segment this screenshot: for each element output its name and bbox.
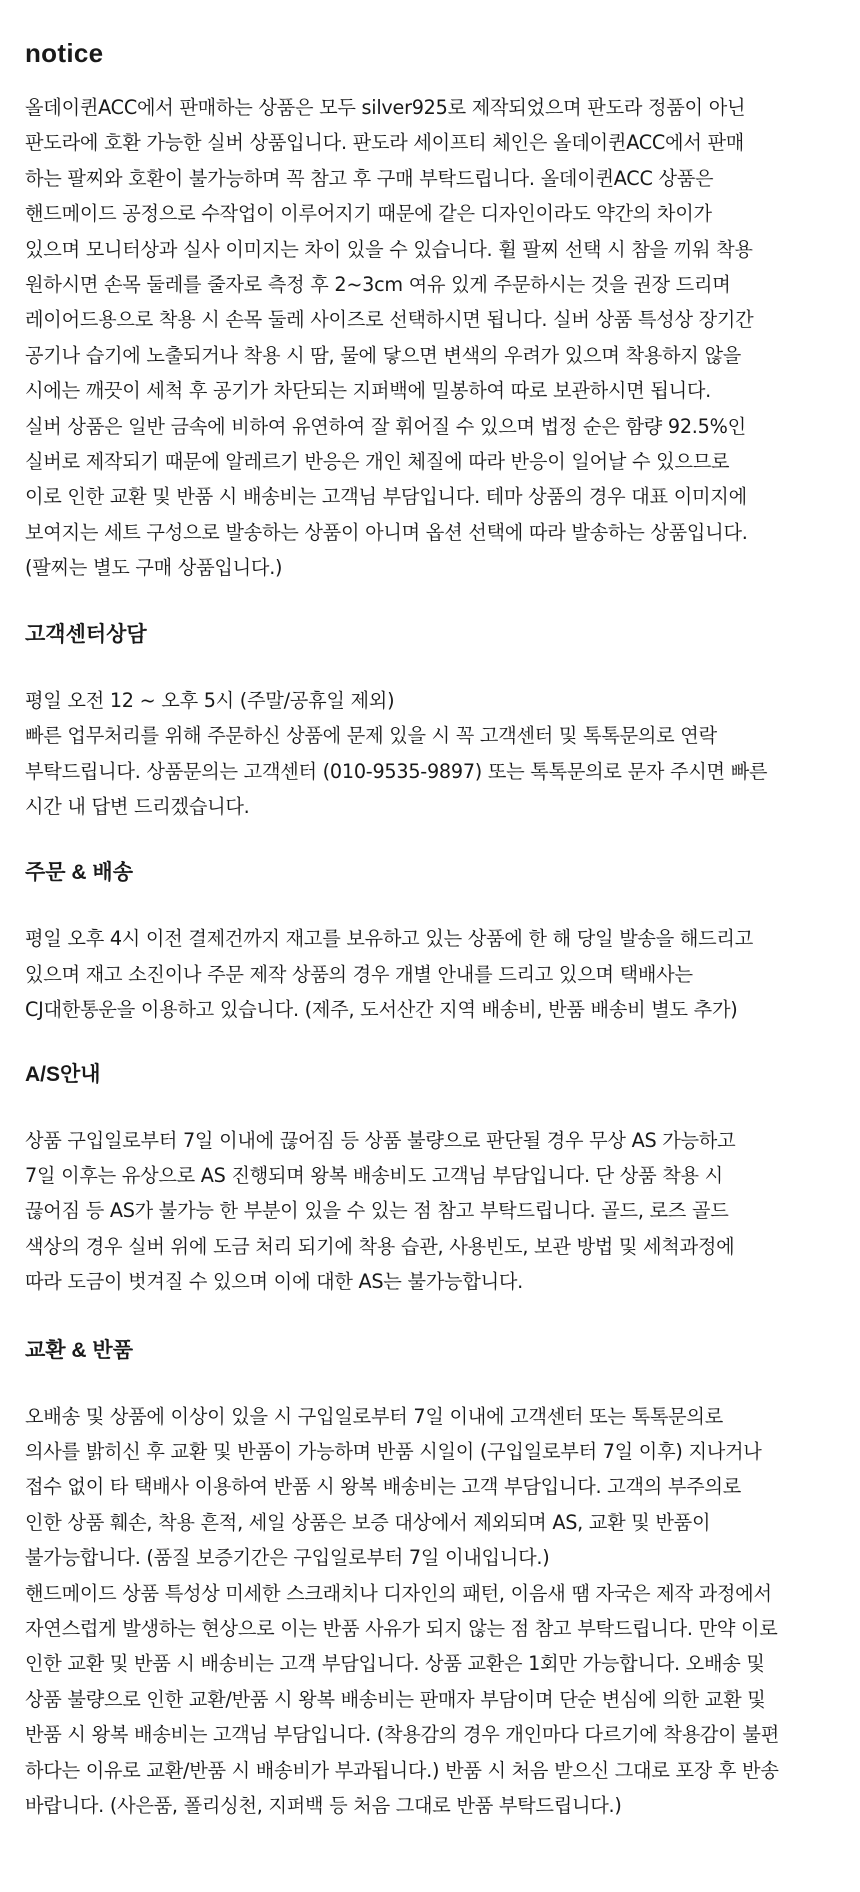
notice-line: 실버로 제작되기 때문에 알레르기 반응은 개인 체질에 따라 반응이 일어날 수 있으므로 (25, 450, 730, 474)
notice-body (25, 90, 835, 586)
exchange-return-line: 인한 교환 및 반품 시 배송비는 고객 부담입니다. 상품 교환은 1회만 가능합니다. 오배송 및 (25, 1652, 765, 1676)
exchange-return-line: 인한 상품 훼손, 착용 흔적, 세일 상품은 보증 대상에서 제외되며 AS, 교환 및 반품이 (25, 1510, 711, 1534)
exchange-return-line: 자연스럽게 발생하는 현상으로 이는 반품 사유가 되지 않는 점 참고 부탁드립니다. 만약 이로 (25, 1617, 778, 1640)
customer-center-line: 빠른 업무처리를 위해 주문하신 상품에 문제 있을 시 꼭 고객센터 및 톡톡문의로 연락 (25, 724, 717, 748)
notice-line: 판도라에 호환 가능한 실버 상품입니다. 판도라 세이프티 체인은 올데이퀸ACC에서 판매 (25, 131, 745, 155)
notice-line: 이로 인한 교환 및 반품 시 배송비는 고객님 부담입니다. 테마 상품의 경우 대표 이미지에 (25, 485, 747, 509)
as-guide-line: 따라 도금이 벗겨질 수 있으며 이에 대한 AS는 불가능합니다. (25, 1270, 524, 1294)
order-shipping-line: CJ대한통운을 이용하고 있습니다. (제주, 도서산간 지역 배송비, 반품 배송비 별도 추가) (25, 998, 738, 1022)
notice-title: notice (25, 38, 104, 68)
as-guide-section (25, 1061, 835, 1300)
exchange-return-line: 바랍니다. (사은품, 폴리싱천, 지퍼백 등 처음 그대로 반품 부탁드립니다.) (25, 1794, 622, 1818)
as-guide-body (25, 1123, 835, 1300)
customer-center-line: 평일 오전 12 ~ 오후 5시 (주말/공휴일 제외) (25, 688, 395, 712)
notice-line: 실버 상품은 일반 금속에 비하여 유연하여 잘 휘어질 수 있으며 법정 순은 함량 92.5%인 (25, 414, 746, 438)
notice-line: 원하시면 손목 둘레를 줄자로 측정 후 2~3cm 여유 있게 주문하시는 것을 권장 드리며 (25, 273, 731, 297)
notice-line: 핸드메이드 공정으로 수작업이 이루어지기 때문에 같은 디자인이라도 약간의 차이가 (25, 202, 712, 226)
as-guide-line: 7일 이후는 유상으로 AS 진행되며 왕복 배송비도 고객님 부담입니다. 단 상품 착용 시 (25, 1163, 723, 1187)
notice-line: 레이어드용으로 착용 시 손목 둘레 사이즈로 선택하시면 됩니다. 실버 상품 특성상 장기간 (25, 308, 754, 332)
customer-center-body (25, 683, 835, 825)
as-guide-title: A/S안내 (25, 1062, 101, 1086)
as-guide-line: 끊어짐 등 AS가 불가능 한 부분이 있을 수 있는 점 참고 부탁드립니다. 골드, 로즈 골드 (25, 1199, 729, 1223)
notice-line: (팔찌는 별도 구매 상품입니다.) (25, 556, 283, 580)
customer-center-title: 고객센터상담 (25, 622, 147, 646)
exchange-return-section (25, 1337, 835, 1824)
customer-center-line: 부탁드립니다. 상품문의는 고객센터 (010-9535-9897) 또는 톡톡문의로 문자 주시면 빠른 (25, 759, 768, 783)
notice-line: 시에는 깨끗이 세척 후 공기가 차단되는 지퍼백에 밀봉하여 따로 보관하시면 됩니다. (25, 379, 712, 403)
exchange-return-line: 불가능합니다. (품질 보증기간은 구입일로부터 7일 이내입니다.) (25, 1546, 550, 1570)
exchange-return-line: 하다는 이유로 교환/반품 시 배송비가 부과됩니다.) 반품 시 처음 받으신 그대로 포장 후 반송 (25, 1758, 779, 1782)
as-guide-line: 상품 구입일로부터 7일 이내에 끊어짐 등 상품 불량으로 판단될 경우 무상 AS 가능하고 (25, 1128, 736, 1152)
exchange-return-line: 반품 시 왕복 배송비는 고객님 부담입니다. (착용감의 경우 개인마다 다르기에 착용감이 불편 (25, 1723, 779, 1747)
exchange-return-line: 상품 불량으로 인한 교환/반품 시 왕복 배송비는 판매자 부담이며 단순 변심에 의한 교환 및 (25, 1687, 766, 1711)
notice-line: 보여지는 세트 구성으로 발송하는 상품이 아니며 옵션 선택에 따라 발송하는 상품입니다. (25, 520, 748, 544)
order-shipping-line: 평일 오후 4시 이전 결제건까지 재고를 보유하고 있는 상품에 한 해 당일 발송을 해드리고 (25, 927, 753, 951)
exchange-return-title: 교환 & 반품 (25, 1338, 133, 1362)
exchange-return-line: 핸드메이드 상품 특성상 미세한 스크래치나 디자인의 패턴, 이음새 땜 자국은 제작 과정에서 (25, 1581, 772, 1605)
order-shipping-title: 주문 & 배송 (25, 861, 133, 885)
order-shipping-section (25, 859, 835, 1027)
notice-line: 공기나 습기에 노출되거나 착용 시 땀, 물에 닿으면 변색의 우려가 있으며 착용하지 않을 (25, 343, 742, 367)
exchange-return-line: 접수 없이 타 택배사 이용하여 반품 시 왕복 배송비는 고객 부담입니다. 고객의 부주의로 (25, 1475, 742, 1499)
exchange-return-line: 의사를 밝히신 후 교환 및 반품이 가능하며 반품 시일이 (구입일로부터 7일 이후) 지나거나 (25, 1439, 762, 1463)
notice-section (25, 38, 835, 586)
exchange-return-line: 오배송 및 상품에 이상이 있을 시 구입일로부터 7일 이내에 고객센터 또는 톡톡문의로 (25, 1404, 723, 1428)
order-shipping-line: 있으며 재고 소진이나 주문 제작 상품의 경우 개별 안내를 드리고 있으며 택배사는 (25, 962, 693, 986)
notice-line: 하는 팔찌와 호환이 불가능하며 꼭 참고 후 구매 부탁드립니다. 올데이퀸ACC 상품은 (25, 166, 714, 190)
notice-line: 있으며 모니터상과 실사 이미지는 차이 있을 수 있습니다. 휠 팔찌 선택 시 참을 끼워 착용 (25, 237, 753, 261)
exchange-return-body (25, 1399, 835, 1824)
as-guide-line: 색상의 경우 실버 위에 도금 처리 되기에 착용 습관, 사용빈도, 보관 방법 및 세척과정에 (25, 1234, 735, 1258)
customer-center-section (25, 621, 835, 825)
order-shipping-body (25, 921, 835, 1027)
customer-center-line: 시간 내 답변 드리겠습니다. (25, 794, 250, 818)
notice-line: 올데이퀸ACC에서 판매하는 상품은 모두 silver925로 제작되었으며 판도라 정품이 아닌 (25, 96, 746, 119)
